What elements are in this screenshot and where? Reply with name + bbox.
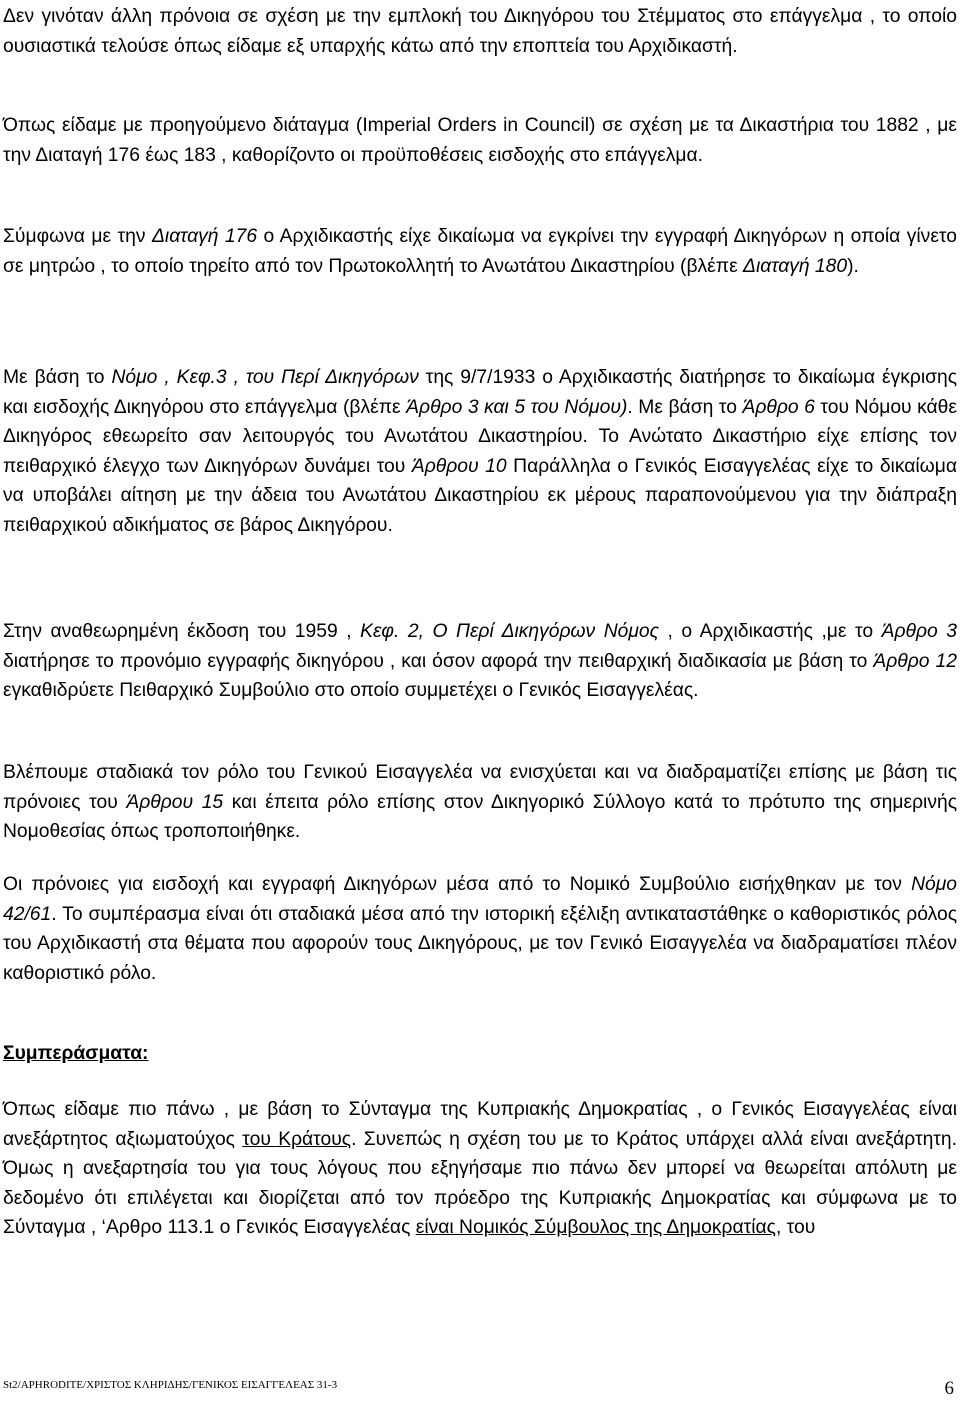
page-number: 6 bbox=[944, 1378, 954, 1399]
paragraph-3 bbox=[3, 222, 957, 281]
text-span: της 9/7/1933 ο Αρχιδικαστής διατήρησε το δικαίωμα έγκρισης και εισδοχής Δικηγόρου στο επάγγελμα (βλέπε bbox=[3, 367, 958, 418]
text-span: και έπειτα ρόλο επίσης στον Δικηγορικό Σύλλογο κατά το πρότυπο της σημερινής Νομοθεσίας όπως τροποποιήθηκε. bbox=[3, 791, 957, 842]
text-span: Άρθρο 3 bbox=[881, 621, 957, 642]
paragraph-5 bbox=[3, 617, 957, 706]
text-span: Άρθρου 10 bbox=[411, 455, 507, 477]
text-span: Άρθρο 3 και 5 του Νόμου) bbox=[406, 396, 628, 418]
text-span: ). bbox=[847, 255, 859, 277]
text-span: Όπως είδαμε πιο πάνω , με βάση το Σύνταγμα της Κυπριακής Δημοκρατίας , ο Γενικός Εισαγγελέας είναι ανεξάρτητος αξιωματούχος bbox=[3, 1099, 957, 1150]
text-span: Οι πρόνοιες για εισδοχή και εγγραφή Δικηγόρων μέσα από το Νομικό Συμβούλιο εισήχθηκαν με τον bbox=[3, 874, 912, 895]
text-span: του Νόμου κάθε Δικηγόρος εθεωρείτο σαν λειτουργός του Ανωτάτου Δικαστηρίου. Το Ανώτατο Δικαστήριο είχε επίσης τον πειθαρχικό έλεγχο των Δικηγόρων δυνάμει του bbox=[3, 396, 958, 477]
text-span: Άρθρο 6 bbox=[742, 396, 815, 418]
text-span: εγκαθιδρύετε Πειθαρχικό Συμβούλιο στο οποίο συμμετέχει ο Γενικός Εισαγγελέας. bbox=[3, 680, 699, 701]
paragraph-6 bbox=[3, 758, 957, 847]
paragraph-8 bbox=[3, 1095, 957, 1243]
text-span: Σύμφωνα με την bbox=[3, 226, 152, 247]
text-span: διατήρησε το προνόμιο εγγραφής δικηγόρου , και όσον αφορά την πειθαρχική διαδικασία με βάση το bbox=[3, 650, 874, 672]
text-span: Όπως είδαμε με προηγούμενο διάταγμα (Imperial Orders in Council) σε σχέση με τα Δικαστήρια του 1882 , με την Διαταγή 176 έως 183 , καθορίζοντο οι προϋποθέσεις εισδοχής στο επάγγελμα. bbox=[3, 115, 957, 166]
text-span: . Με βάση το bbox=[627, 396, 743, 418]
text-span: , ο Αρχιδικαστής ,με το bbox=[659, 621, 882, 642]
paragraph-4 bbox=[3, 363, 957, 540]
paragraph-7 bbox=[3, 870, 957, 988]
text-span: Νόμο 42/61 bbox=[3, 874, 957, 925]
text-span: . Συνεπώς η σχέση του με το Κράτος υπάρχει αλλά είναι ανεξάρτητη. Όμως η ανεξαρτησία του για τους λόγους που εξηγήσαμε πιο πάνω δεν μπορεί να θεωρείται απόλυτη με δεδομένο ότι επιλέγεται και διορίζεται από τον πρόεδρο της Κυπριακής Δημοκρατίας και σύμφωνα με το Σύνταγμα , ‘Αρθρο 113.1 ο Γενικός Εισαγγελέας bbox=[3, 1128, 957, 1238]
text-span: Νόμο , Κεφ.3 , του Περί Δικηγόρων bbox=[111, 367, 419, 388]
section-heading: Συμπεράσματα: bbox=[3, 1043, 149, 1064]
text-span: είναι Νομικός Σύμβουλος της Δημοκρατίας bbox=[415, 1217, 776, 1238]
text-span: Κεφ. 2, Ο Περί Δικηγόρων Νόμος bbox=[360, 621, 660, 642]
paragraph-2 bbox=[3, 111, 957, 170]
text-span: Βλέπουμε σταδιακά τον ρόλο του Γενικού Εισαγγελέα να ενισχύεται και να διαδραματίζει επίσης με βάση τις πρόνοιες του bbox=[3, 762, 957, 813]
text-span: Διαταγή 176 bbox=[151, 226, 258, 247]
text-span: Διαταγή 180 bbox=[743, 255, 848, 277]
text-span: Άρθρο 12 bbox=[873, 650, 957, 672]
text-span: Δεν γινόταν άλλη πρόνοια σε σχέση με την εμπλοκή του Δικηγόρου του Στέμματος στο επάγγελμα , το οποίο ουσιαστικά τελούσε όπως είδαμε εξ υπαρχής κάτω από την εποπτεία του Αρχιδικαστή. bbox=[3, 6, 957, 57]
text-span: , του bbox=[775, 1217, 816, 1238]
text-span: ο Αρχιδικαστής είχε δικαίωμα να εγκρίνει την εγγραφή Δικηγόρων η οποία γίνετο σε μητρώο , το οποίο τηρείτο από τον Πρωτοκολλητή το Ανωτάτου Δικαστηρίου (βλέπε bbox=[3, 226, 957, 277]
text-span: Στην αναθεωρημένη έκδοση του 1959 , bbox=[3, 621, 361, 642]
text-span: Με βάση το bbox=[3, 367, 112, 388]
text-span: . Το συμπέρασμα είναι ότι σταδιακά μέσα από την ιστορική εξέλιξη αντικαταστάθηκε ο καθοριστικός ρόλος του Αρχιδικαστή στα θέματα που αφορούν τους Δικηγόρους, με τον Γενικό Εισαγγελέα να διαδραματίσει πλέον καθοριστικό ρόλο. bbox=[3, 903, 957, 984]
page-footer: St2/APHRODITE/ΧΡΙΣΤΟΣ ΚΛΗΡΙΔΗΣ/ΓΕΝΙΚΟΣ ΕΙΣΑΓΓΕΛΕΑΣ 31-3 bbox=[3, 1379, 338, 1391]
text-span: Παράλληλα ο Γενικός Εισαγγελέας είχε το δικαίωμα να υποβάλει αίτηση με την άδεια του Ανωτάτου Δικαστηρίου εκ μέρους παραπονούμενου για την διάπραξη πειθαρχικού αδικήματος σε βάρος Δικηγόρου. bbox=[3, 455, 957, 536]
paragraph-1 bbox=[3, 2, 957, 61]
text-span: του Κράτους bbox=[242, 1128, 352, 1150]
text-span: Άρθρου 15 bbox=[126, 791, 224, 813]
